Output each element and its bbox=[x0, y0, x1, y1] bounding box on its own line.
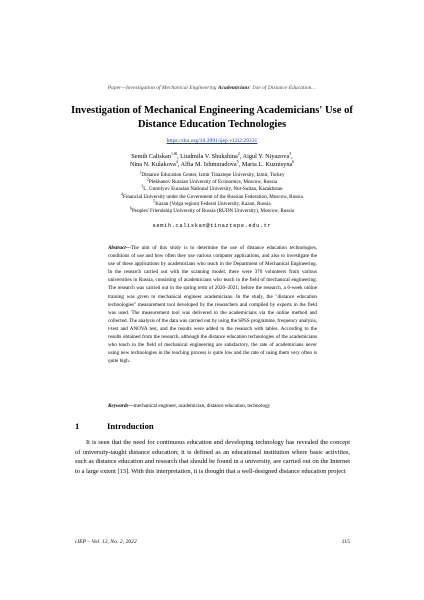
keywords-text: mechanical engineer, academician, distance education, technology bbox=[133, 403, 271, 409]
author-name: Nina N. Kulakova bbox=[129, 161, 176, 169]
journal-citation: iJEP ‒ Vol. 12, No. 2, 2022 bbox=[75, 539, 137, 545]
author-affil-marker: 5 bbox=[236, 160, 239, 165]
intro-paragraph: It is seen that the need for continuous education and developing technology has revealed the concept of university-taught distance education; it is defined as an educational institution where basic activities, such as distance education and research that should be found in a university, are carried out on the Internet to a large extent [13]. With this interpretation, it is thought that a well-designed distance education project bbox=[75, 439, 350, 475]
author-list bbox=[0, 153, 424, 170]
affiliation-text: Kazan (Volga region) Federal University, Kazan, Russia bbox=[155, 200, 271, 207]
running-head bbox=[0, 85, 424, 91]
section-number: 1 bbox=[75, 421, 80, 431]
affiliation-text: Financial University under the Government of the Russian Federation, Moscow, Russia bbox=[123, 193, 303, 200]
affiliation-text: Distance Education Center, Izmir Tinaztepe University, Izmir, Turkey bbox=[141, 172, 285, 178]
running-head-bold: Academicians bbox=[217, 85, 250, 91]
abstract-label: Abstract— bbox=[108, 245, 131, 251]
affiliation-marker: 2 bbox=[146, 177, 149, 182]
affiliation-item bbox=[0, 186, 424, 193]
affiliation-item bbox=[0, 199, 424, 211]
author-affil-marker: 6 bbox=[292, 160, 295, 165]
section-title: Introduction bbox=[107, 421, 154, 431]
affiliation-marker: 6 bbox=[129, 206, 132, 211]
affiliation-text: Plekhanov Russian University of Economics, Moscow, Russia bbox=[148, 179, 278, 186]
author-name: Aigul Y. Niyazova bbox=[242, 153, 290, 160]
author-affil-marker: 1,✉ bbox=[170, 151, 177, 156]
affiliation-text: Peoples' Friendship University of Russia (RUDN University), Moscow, Russia bbox=[131, 208, 295, 215]
author-line-2: Nina N. Kulakova$^4$, Alfia M. Ishmuradova$^5$, Maria L. Kuznisyna$^6$ bbox=[129, 160, 295, 169]
affiliation-item bbox=[0, 208, 424, 215]
corresponding-email[interactable]: semih.caliskan@tinaztepe.edu.tr bbox=[152, 223, 272, 229]
author-name: Semih Caliskan bbox=[131, 153, 171, 160]
keywords-label: Keywords— bbox=[108, 403, 134, 409]
running-head-text-b: ' Use of Distance Education… bbox=[249, 85, 317, 91]
affiliation-list bbox=[0, 172, 424, 215]
page-number: 115 bbox=[341, 539, 350, 545]
running-head-text-a: Investigation of Mechanical Engineering bbox=[126, 85, 218, 91]
author-name: Alfia M. Ishmuradova bbox=[180, 161, 237, 169]
affiliation-marker: 5 bbox=[153, 199, 156, 204]
paper-title: Investigation of Mechanical Engineering Academicians' Use of Distance Education Technologies bbox=[71, 105, 353, 130]
author-affil-marker: 4 bbox=[175, 160, 178, 165]
running-head-prefix: Paper— bbox=[107, 85, 127, 91]
page-footer bbox=[75, 539, 350, 545]
author-affil-marker: 3 bbox=[289, 151, 292, 156]
affiliation-marker: 3 bbox=[141, 184, 144, 189]
affiliation-marker: 1 bbox=[139, 170, 142, 175]
keywords bbox=[108, 402, 317, 410]
abstract bbox=[108, 244, 317, 365]
abstract-text: The aim of this study is to determine the use of distance education technologies, conditions of use and how often they use various computer applications, and also to investigate the use of these applications by academicians who teach in the Department of Mechanical Engineering. In the research carried out with the scanning model, there were 370 volunteers from various universities in Russia, consisting of academicians who teach in the field of mechanical engineering. The research was carried out in the spring term of 2020–2021; before the research, a 6-week online training was given to mechanical engineer academicians. In the study, the "distance education technologies" measurement tool developed by the researchers and compiled by experts in the field was used. The measurement tool was delivered to the academicians via the online method and collected. The analysis of the data was carried out by using the SPSS programme, frequency analysis, t-test and ANOVA test, and the results were added to the research with tables. According to the results obtained from the research, although the distance education technologies of the academicians who teach in the field of mechanical engineering are satisfactory, the rate of academicians never using new technologies in the teaching process is quite low and the rate of using them very often is quite high. bbox=[108, 245, 317, 365]
author-name: Maria L. Kuznisyna bbox=[241, 161, 293, 169]
author-name: Liudmila V. Shukshina bbox=[180, 153, 238, 160]
author-affil-marker: 2 bbox=[237, 151, 240, 156]
section-heading bbox=[75, 421, 355, 431]
affiliation-marker: 4 bbox=[121, 191, 124, 196]
author-line-1: Semih Caliskan$^{1,✉}$, Liudmila V. Shukshina$^2$, Aigul Y. Niyazova$^3$, bbox=[131, 151, 293, 160]
doi-link[interactable]: https://doi.org/10.3991/ijep.v12i2.29331 bbox=[166, 138, 258, 144]
affiliation-text: L. Gumilyov Eurasian National University, Nur-Sultan, Kazakhstan bbox=[143, 186, 283, 193]
